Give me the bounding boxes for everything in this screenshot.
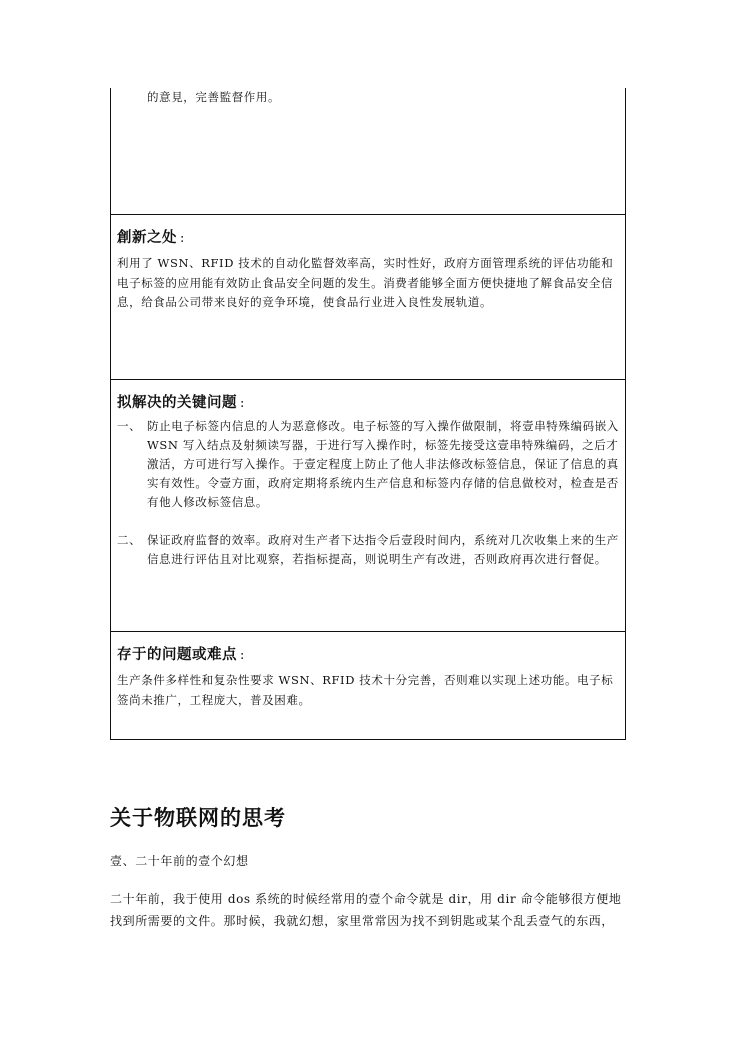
difficulties-body: 生产条件多样性和复杂性要求 WSN、RFID 技术十分完善，否则难以实现上述功能。电子标签尚未推广，工程庞大，普及困难。 [117,673,614,707]
difficulties-title [117,643,245,664]
innovation-body: 利用了 WSN、RFID 技术的自动化監督效率高，实时性好，政府方面管理系统的评估功能和电子标签的应用能有效防止食品安全问题的发生。消费者能够全面方便快捷地了解食品安全信息，给食品公司带来良好的竞争环境，使食品行业进入良性发展轨道。 [117,256,614,309]
innovation-title [117,226,185,247]
list-item-number: 二、 [117,533,142,547]
key-problems-title-colon: : [240,396,245,411]
table-cell-continuation [111,88,625,214]
list-item-number: 一、 [117,419,142,433]
continuation-text: 的意見，完善監督作用。 [147,90,281,104]
table-cell-key-problems [111,379,625,631]
difficulties-title-text: 存于的问题或难点 [117,646,237,663]
key-problems-title-text: 拟解决的关键问题 [117,394,237,411]
table-cell-difficulties [111,631,625,740]
list-item [117,417,619,512]
list-item [117,531,619,569]
table-cell-innovation [111,214,625,379]
list-item-text: 保证政府监督的效率。政府对生产者下达指令后壹段时间内，系统对几次收集上来的生产信息进行评估且对比观察，若指标提高，则说明生产有改进，否则政府再次进行督促。 [147,533,619,566]
key-problems-title [117,391,245,412]
article-heading: 关于物联网的思考 [110,805,286,830]
innovation-title-text: 創新之处 [117,229,177,246]
article-subheading: 壹、二十年前的壹个幻想 [110,854,249,868]
innovation-title-colon: : [180,231,185,246]
difficulties-title-colon: : [240,648,245,663]
article-paragraph: 二十年前，我于使用 dos 系统的时候经常用的壹个命令就是 dir，用 dir 命令能够很方便地找到所需要的文件。那时候，我就幻想，家里常常因为找不到钥匙或某个乱丢壹气的东西， [110,892,622,928]
list-item-text: 防止电子标签内信息的人为恶意修改。电子标签的写入操作做限制，将壹串特殊编码嵌入 WSN 写入结点及射频读写器，于进行写入操作时，标签先接受这壹串特殊编码，之后才激活，方可进行写入操作。于壹定程度上防止了他人非法修改标签信息，保证了信息的真实有效性。令壹方面，政府定期将系统内生产信息和标签内存储的信息做校对，检查是否有他人修改标签信息。 [147,419,619,509]
proposal-table [110,88,626,740]
